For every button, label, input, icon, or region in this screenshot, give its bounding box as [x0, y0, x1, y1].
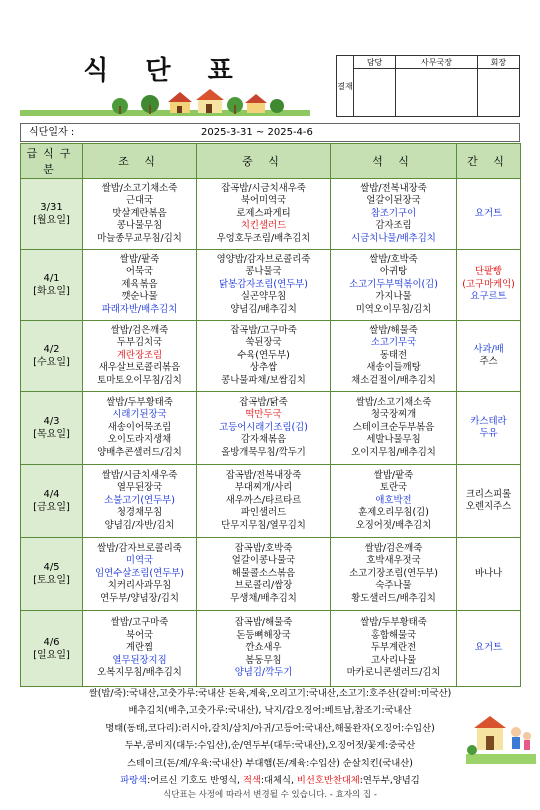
menu-item: 쌀밥/해물죽	[369, 324, 418, 336]
menu-item: 부대찌개/사리	[234, 482, 293, 494]
menu-item: 어묵국	[125, 266, 154, 278]
day-date: 4/6	[43, 636, 60, 648]
menu-item: 토마토오이무침/김치	[97, 374, 182, 386]
menu-item: 시래기된장국	[112, 409, 167, 421]
menu-item: 올방개묵무침/깍두기	[221, 446, 306, 458]
menu-item: 깐쇼새우	[245, 642, 282, 654]
origin-note-text: 비선호반찬대체	[296, 775, 360, 787]
lunch-cell	[197, 179, 331, 250]
dinner-cell	[331, 250, 457, 321]
origin-note-text: 배추김치(배추,고춧가루:국내산), 낙지/갑오징어:베트남,참조기:국내산	[128, 705, 412, 717]
approval-sign-staff[interactable]	[354, 69, 396, 117]
menu-item: 감자조림	[375, 220, 412, 232]
menu-row	[21, 538, 521, 611]
menu-item: 오이지무침/배추김치	[351, 446, 436, 458]
menu-row	[21, 465, 521, 538]
header-dinner: 석 식	[331, 144, 457, 179]
snack-cell	[457, 465, 521, 538]
approval-side-label: 결재	[337, 56, 354, 117]
menu-item: 소고기장조림(연두부)	[349, 567, 438, 579]
menu-item: 청국장찌개	[370, 409, 417, 421]
breakfast-cell	[83, 392, 197, 465]
menu-item: 깻순나물	[121, 291, 158, 303]
day-cell	[21, 179, 83, 250]
day-cell	[21, 392, 83, 465]
menu-item: 새우까스/타르타르	[225, 494, 302, 506]
menu-item: 북어미역국	[240, 195, 287, 207]
day-date: 4/5	[43, 562, 60, 573]
menu-item: 파래자반/배추김치	[101, 303, 178, 315]
menu-item: 얼갈이콩나물국	[231, 555, 296, 567]
approval-box	[336, 55, 520, 117]
menu-item: 홍합해물국	[370, 629, 417, 641]
origin-note-text: :어르신 기호도 반영식,	[147, 775, 243, 787]
menu-item: 쌀밥/팥죽	[119, 253, 160, 265]
menu-row	[21, 179, 521, 250]
day-cell	[21, 611, 83, 687]
menu-item: 잡곡밥/시금치새우죽	[221, 182, 306, 194]
header-lunch: 중 식	[197, 144, 331, 179]
menu-item: 맛살계란볶음	[112, 207, 167, 219]
menu-item: 잡곡밥/고구마죽	[230, 324, 297, 336]
menu-item: 쌀밥/시금치새우죽	[101, 469, 178, 481]
menu-item: 요거트	[474, 207, 503, 219]
menu-item: 봄동무침	[245, 654, 282, 666]
breakfast-cell	[83, 465, 197, 538]
menu-item: 근대국	[125, 195, 154, 207]
menu-item: 단무지무침/열무김치	[221, 519, 306, 531]
lunch-cell	[197, 611, 331, 687]
menu-item: 양념김/자반/김치	[104, 519, 175, 531]
menu-item: 아귀탕	[379, 266, 408, 278]
menu-item: 닭봉감자조림(연두부)	[219, 278, 308, 290]
village-illustration	[20, 86, 310, 116]
day-date: 3/31	[40, 202, 63, 213]
date-label: 식단일자 :	[29, 127, 75, 138]
menu-item: 콩나물국	[245, 266, 282, 278]
menu-row	[21, 392, 521, 465]
menu-item: 스테이크순두부볶음	[352, 421, 435, 433]
lunch-cell	[197, 538, 331, 611]
menu-item: 해물콜소스볶음	[231, 567, 296, 579]
menu-item: 치킨샐러드	[240, 220, 287, 232]
day-cell	[21, 321, 83, 392]
menu-item: 로제스파게티	[236, 207, 291, 219]
snack-cell	[457, 611, 521, 687]
menu-row	[21, 321, 521, 392]
menu-item: 잡곡밥/전복내장죽	[225, 469, 302, 481]
menu-item: 참조기구이	[370, 207, 417, 219]
approval-col-staff: 담당	[354, 56, 396, 69]
menu-item: 계란장조림	[116, 349, 163, 361]
approval-col-director: 사무국장	[396, 56, 478, 69]
day-weekday: [화요일]	[33, 286, 70, 297]
approval-sign-director[interactable]	[396, 69, 478, 117]
origin-note-text: 명태(동태,코다리):러시아,갈치/삼치/아귀/고등어:국내산,해물완자(오징어:수입산)	[105, 722, 435, 734]
day-cell	[21, 250, 83, 321]
menu-item: 쌀밥/두부황태죽	[106, 396, 173, 408]
menu-item: 쌀밥/검은깨죽	[364, 542, 423, 554]
menu-item: 상추쌈	[249, 362, 278, 374]
menu-item: 쑥된장국	[245, 337, 282, 349]
origin-note-line	[0, 772, 540, 789]
dinner-cell	[331, 179, 457, 250]
menu-item: 세발나물무침	[366, 434, 421, 446]
menu-item: 얼갈이된장국	[366, 195, 421, 207]
menu-item: 두유	[479, 428, 498, 439]
menu-item: 시금치나물/배추김치	[351, 232, 436, 244]
lunch-cell	[197, 392, 331, 465]
origin-note-text: 쌀(밥/죽):국내산,고춧가루:국내산 돈육,계육,오리고기:국내산,소고기:호주산(갈비:미국산)	[88, 688, 452, 699]
menu-item: 청경채무침	[116, 507, 163, 519]
menu-item: 새송이어묵조림	[107, 421, 172, 433]
menu-item: 잡곡밥/닭죽	[239, 396, 288, 408]
origin-note-line	[0, 720, 540, 737]
menu-item: 잡곡밥/해물죽	[234, 617, 293, 629]
menu-item: 파인샐러드	[240, 507, 287, 519]
menu-item: 소고기무국	[370, 337, 417, 349]
snack-cell	[457, 392, 521, 465]
menu-table	[20, 143, 521, 687]
menu-item: 양념김/배추김치	[230, 303, 297, 315]
date-range: 2025-3-31 ~ 2025-4-6	[201, 127, 313, 138]
menu-item: 요거트	[474, 642, 503, 654]
menu-item: 브로콜리/쌈장	[234, 580, 293, 592]
breakfast-cell	[83, 611, 197, 687]
header-category: 급식구분	[21, 144, 83, 179]
breakfast-cell	[83, 250, 197, 321]
menu-item: 떡만두국	[245, 409, 282, 421]
menu-item: 토란국	[379, 482, 408, 494]
menu-item: 사과/배	[473, 343, 504, 355]
menu-item: 연두부/양념장/김치	[100, 592, 179, 604]
dinner-cell	[331, 321, 457, 392]
menu-item: 양배추콘샐러드/김치	[97, 446, 182, 458]
menu-item: 쌀밥/전복내장죽	[360, 182, 427, 194]
snack-cell	[457, 321, 521, 392]
menu-item: 새송이들깨탕	[366, 362, 421, 374]
menu-row	[21, 611, 521, 687]
menu-item: 잡곡밥/호박죽	[234, 542, 293, 554]
day-date: 4/4	[43, 489, 60, 500]
menu-item: 콩나물파채/보쌈김치	[221, 374, 306, 386]
menu-item: 쌀밥/팥죽	[373, 469, 414, 481]
menu-item: 두부계란전	[370, 642, 417, 654]
origin-note-text: 파랑색	[120, 775, 148, 787]
date-row	[20, 123, 520, 142]
menu-item: 호박새우젓국	[366, 555, 421, 567]
menu-item: 오이도라지생채	[107, 434, 172, 446]
menu-item: 카스테라	[470, 415, 507, 427]
menu-item: 영양밥/감자브로콜리죽	[216, 253, 311, 265]
menu-item: 쌀밥/검은깨죽	[110, 324, 169, 336]
day-weekday: [목요일]	[33, 429, 70, 440]
origin-note-text: :대체식,	[260, 775, 297, 787]
menu-item: 쌀밥/고구마죽	[110, 617, 169, 629]
header-breakfast: 조 식	[83, 144, 197, 179]
dinner-cell	[331, 465, 457, 538]
menu-item: 훈제오리무침(김)	[358, 507, 429, 519]
menu-item: 콩나물무침	[116, 220, 163, 232]
menu-item: 두부김치국	[116, 337, 163, 349]
day-weekday: [월요일]	[33, 215, 70, 226]
origin-note-text: 두부,콩비지(대두:수입산),순/연두부(대두:국내산),오징어젓/꽃게:중국산	[124, 740, 416, 752]
day-weekday: [수요일]	[33, 357, 70, 368]
day-cell	[21, 465, 83, 538]
lunch-cell	[197, 250, 331, 321]
menu-item: 열무된장지짐	[112, 654, 167, 666]
footer-note: 식단표는 사정에 따라서 변경될 수 있습니다. - 효자의 집 -	[163, 790, 377, 800]
menu-item: 요구르트	[470, 291, 507, 303]
breakfast-cell	[83, 179, 197, 250]
menu-item: 북어국	[125, 629, 154, 641]
menu-item: 미역국	[125, 555, 154, 567]
dinner-cell	[331, 392, 457, 465]
menu-item: 크리스피롤	[465, 488, 512, 500]
approval-sign-chairman[interactable]	[477, 69, 519, 117]
snack-cell	[457, 538, 521, 611]
menu-item: 단팥빵	[474, 266, 503, 278]
menu-item: 소불고기(연두부)	[104, 494, 175, 506]
menu-item: 황도샐러드/배추김치	[351, 592, 436, 604]
menu-item: 소고기두부떡볶이(김)	[349, 278, 438, 290]
menu-item: 숙주나물	[375, 580, 412, 592]
menu-item: 가지나물	[375, 291, 412, 303]
menu-item: 마카로니콘샐러드/김치	[346, 667, 441, 679]
menu-item: 쌀밥/감자브로콜리죽	[97, 542, 182, 554]
breakfast-cell	[83, 321, 197, 392]
day-weekday: [토요일]	[33, 575, 70, 586]
origin-note-text: :연두부,양념김	[359, 775, 420, 787]
menu-item: 애호박전	[375, 494, 412, 506]
menu-item: 우엉호두조림/배추김치	[216, 232, 311, 244]
breakfast-cell	[83, 538, 197, 611]
day-date: 4/1	[43, 273, 60, 284]
dinner-cell	[331, 538, 457, 611]
origin-note-line	[0, 702, 540, 719]
menu-row	[21, 250, 521, 321]
day-cell	[21, 538, 83, 611]
menu-item: 쌀밥/소고기채소죽	[355, 396, 432, 408]
menu-item: 오렌지주스	[465, 501, 512, 512]
header-snack: 간 식	[457, 144, 521, 179]
menu-item: 양념김/깍두기	[234, 667, 293, 679]
origin-note-text: 스테이크(돈/계/우육:국내산) 부대햄(돈/계육:수입산) 순살치킨(국내산)	[127, 757, 413, 769]
menu-item: 미역오이무침/김치	[355, 303, 432, 315]
day-date: 4/2	[43, 344, 60, 355]
origin-note-line	[0, 737, 540, 754]
day-date: 4/3	[43, 416, 60, 427]
menu-item: 열무된장국	[116, 482, 163, 494]
menu-item: 새우살브로콜리볶음	[98, 362, 181, 374]
approval-col-chairman: 회장	[477, 56, 519, 69]
menu-item: 무생채/배추김치	[230, 592, 297, 604]
day-weekday: [일요일]	[33, 649, 70, 661]
menu-item: 실곤약무침	[240, 291, 287, 303]
menu-item: (고구마케익)	[462, 278, 515, 290]
dinner-cell	[331, 611, 457, 687]
menu-item: 감자채볶음	[240, 434, 287, 446]
menu-item: 수육(연두부)	[237, 349, 290, 361]
menu-item: 고등어시래기조림(김)	[219, 421, 308, 433]
snack-cell	[457, 250, 521, 321]
origin-note-line	[0, 755, 540, 772]
menu-item: 바나나	[474, 567, 503, 579]
origin-note-text: 적색	[242, 775, 261, 787]
snack-cell	[457, 179, 521, 250]
menu-item: 임연수살조림(연두부)	[95, 567, 184, 579]
menu-item: 채소겉절이/배추김치	[351, 374, 436, 386]
menu-item: 오복지무침/배추김치	[97, 667, 182, 679]
menu-item: 마늘종무교무침/김치	[97, 232, 182, 244]
menu-item: 돈등뼈해장국	[236, 629, 291, 641]
menu-item: 치커리사과무침	[107, 580, 172, 592]
menu-item: 쌀밥/소고기채소죽	[101, 182, 178, 194]
menu-item: 주스	[479, 356, 498, 367]
origin-note-line	[0, 685, 540, 702]
menu-item: 동태전	[379, 349, 408, 361]
menu-item: 쌀밥/호박죽	[369, 253, 418, 265]
menu-item: 제육볶음	[121, 278, 158, 290]
day-weekday: [금요일]	[33, 502, 70, 513]
lunch-cell	[197, 321, 331, 392]
menu-item: 계란찜	[125, 642, 154, 654]
page-title: 식 단 표	[83, 56, 247, 86]
title-area	[20, 48, 310, 116]
children-illustration	[466, 706, 536, 764]
menu-item: 쌀밥/두부황태죽	[360, 617, 427, 629]
menu-item: 오징어젓/배추김치	[355, 519, 432, 531]
origin-notes	[0, 685, 540, 789]
lunch-cell	[197, 465, 331, 538]
menu-item: 고사리나물	[370, 654, 417, 666]
